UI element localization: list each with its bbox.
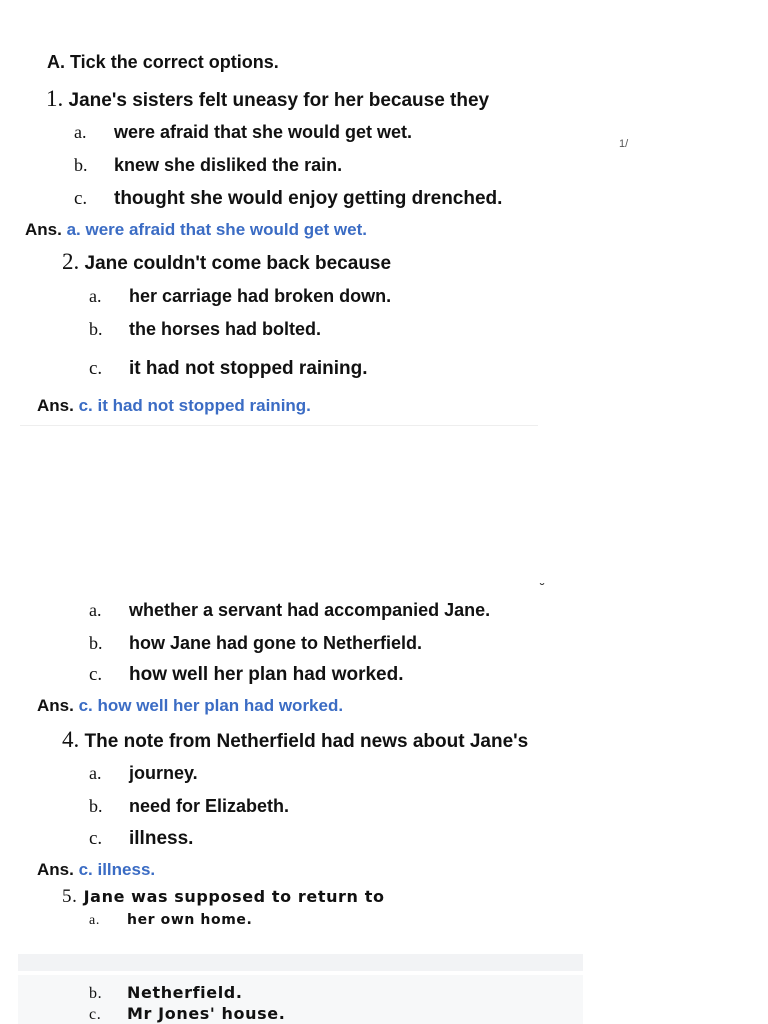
answer-line [25, 220, 367, 240]
question-text: Jane's sisters felt uneasy for her because they [68, 90, 490, 111]
question-1-stem [46, 86, 489, 112]
option-text: how Jane had gone to Netherfield. [129, 633, 423, 653]
answer-value: a. were afraid that she would get wet. [66, 220, 367, 239]
option-c[interactable] [74, 188, 502, 210]
answer-value: c. how well her plan had worked. [78, 696, 344, 715]
option-text: knew she disliked the rain. [114, 155, 343, 175]
option-a[interactable] [89, 600, 490, 621]
option-text: her carriage had broken down. [129, 286, 392, 306]
option-text: journey. [129, 763, 198, 783]
option-text: were afraid that she would get wet. [114, 122, 413, 142]
question-5-stem [62, 886, 385, 908]
question-2-stem [62, 249, 391, 275]
option-c[interactable] [89, 1004, 285, 1024]
question-text: Jane couldn't come back because [84, 253, 392, 274]
answer-label: Ans. [25, 220, 62, 239]
answer-value: c. illness. [78, 860, 156, 879]
option-mark: a. [74, 122, 87, 142]
option-a[interactable] [89, 763, 198, 784]
question-number: 5. [62, 886, 78, 907]
page-indicator: 1/ [619, 138, 629, 150]
answer-label: Ans. [37, 696, 74, 715]
option-a[interactable] [89, 912, 252, 929]
scan-band [18, 954, 583, 971]
option-text: need for Elizabeth. [129, 796, 290, 816]
option-text: Mr Jones' house. [127, 1004, 286, 1023]
answer-line [37, 696, 343, 716]
option-text: her own home. [127, 912, 253, 928]
option-c[interactable] [89, 358, 368, 380]
option-mark: c. [89, 358, 103, 379]
option-b[interactable] [74, 155, 342, 176]
option-text: Netherfield. [127, 983, 243, 1002]
option-mark: b. [89, 985, 103, 1002]
option-mark: b. [89, 796, 103, 816]
option-text: illness. [129, 828, 194, 849]
page-divider [20, 425, 538, 426]
scan-mark: ˘ [540, 580, 545, 596]
option-mark: b. [89, 319, 103, 339]
option-mark: a. [89, 286, 102, 306]
option-mark: b. [74, 155, 88, 175]
question-text: Jane was supposed to return to [83, 887, 385, 906]
option-c[interactable] [89, 664, 404, 686]
question-number: 2. [62, 249, 80, 274]
answer-label: Ans. [37, 396, 74, 415]
answer-line [37, 860, 155, 880]
option-c[interactable] [89, 828, 193, 850]
option-b[interactable] [89, 983, 243, 1003]
option-a[interactable] [89, 286, 391, 307]
option-b[interactable] [89, 796, 289, 817]
option-mark: c. [89, 1006, 102, 1023]
option-mark: b. [89, 633, 103, 653]
option-text: thought she would enjoy getting drenched. [114, 188, 503, 209]
option-text: how well her plan had worked. [129, 664, 404, 685]
question-4-stem [62, 727, 528, 753]
question-text: The note from Netherfield had news about Jane's [84, 731, 529, 752]
option-text: the horses had bolted. [129, 319, 322, 339]
option-a[interactable] [74, 122, 412, 143]
option-mark: a. [89, 600, 102, 620]
option-text: whether a servant had accompanied Jane. [129, 600, 491, 620]
option-mark: a. [89, 763, 102, 783]
answer-value: c. it had not stopped raining. [78, 396, 311, 415]
option-mark: c. [89, 828, 103, 849]
option-mark: a. [89, 913, 100, 928]
answer-line [37, 396, 311, 416]
option-b[interactable] [89, 633, 422, 654]
option-b[interactable] [89, 319, 321, 340]
question-number: 4. [62, 727, 80, 752]
option-text: it had not stopped raining. [129, 358, 368, 379]
question-number: 1. [46, 86, 64, 111]
option-mark: c. [89, 664, 103, 685]
option-mark: c. [74, 188, 88, 209]
answer-label: Ans. [37, 860, 74, 879]
section-heading: A. Tick the correct options. [47, 52, 279, 72]
